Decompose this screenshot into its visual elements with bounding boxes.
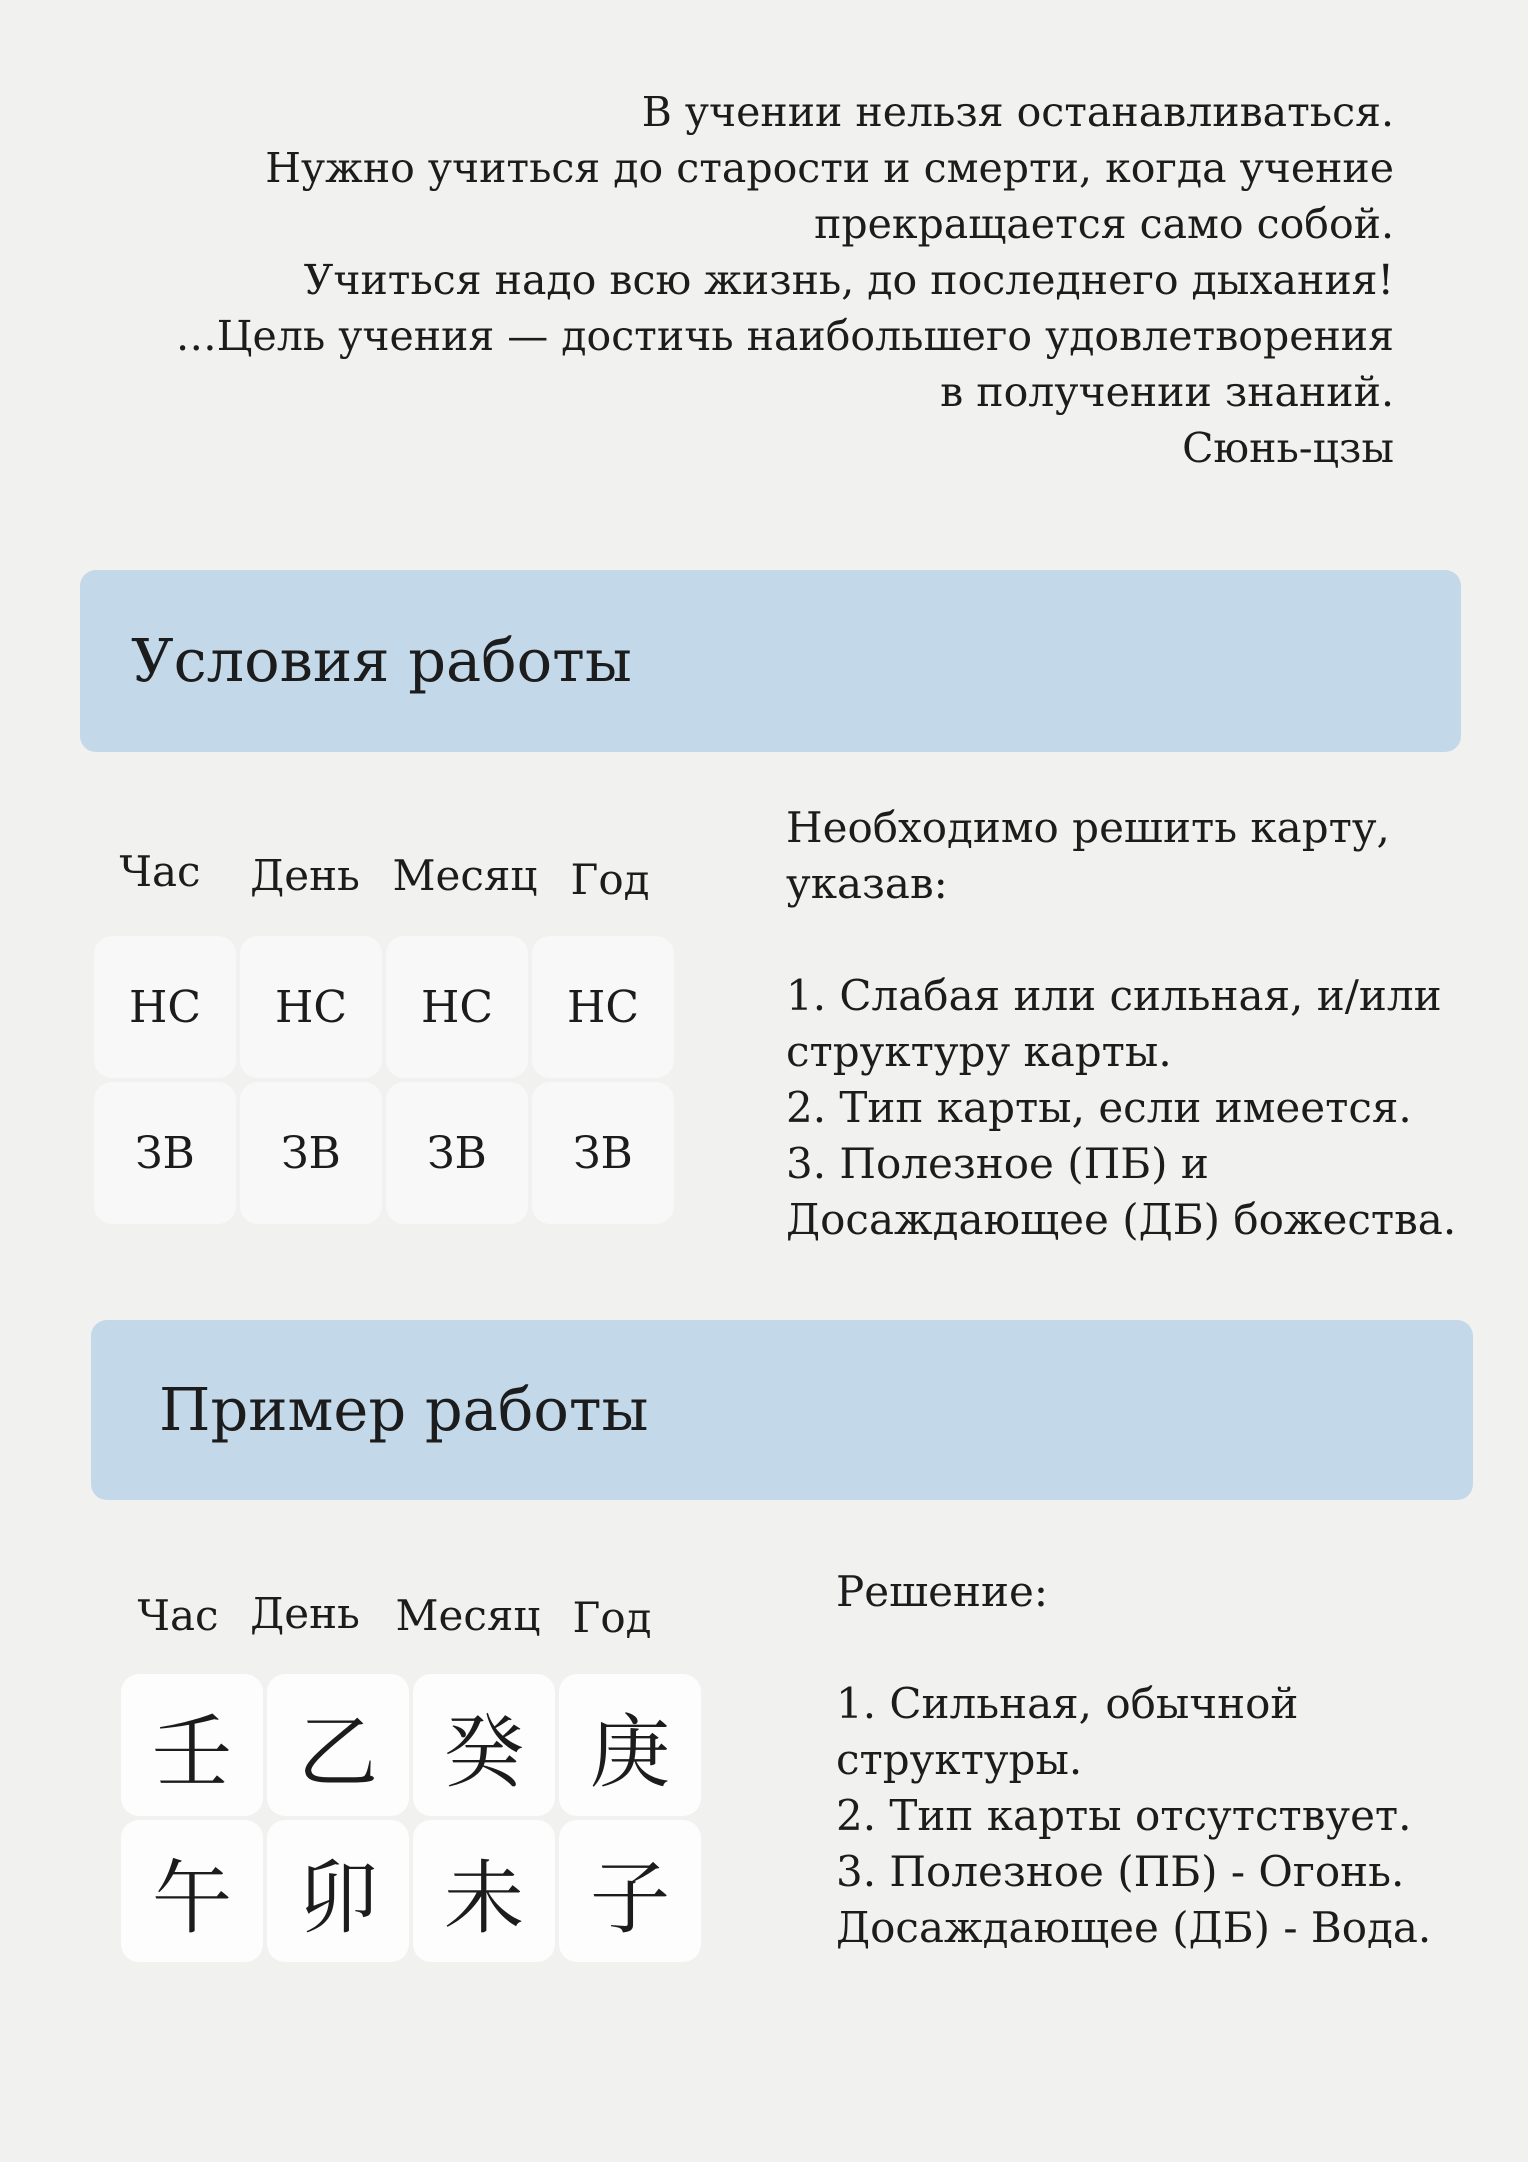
branch-cell-day: 卯	[267, 1820, 409, 1962]
column-header-day: День	[250, 851, 360, 900]
task-line: 2. Тип карты, если имеется.	[786, 1083, 1412, 1132]
example-title: Пример работы	[159, 1375, 649, 1444]
stem-cell-year: 庚	[559, 1674, 701, 1816]
branch-cell-month: ЗВ	[386, 1082, 528, 1224]
task-line: структуру карты.	[786, 1027, 1172, 1076]
stem-cell-year: НС	[532, 936, 674, 1078]
conditions-title: Условия работы	[131, 626, 632, 695]
column-header-month: Месяц	[392, 851, 538, 900]
task-line: Досаждающее (ДБ) божества.	[786, 1195, 1457, 1244]
task-line: указав:	[786, 859, 948, 908]
solution-line: структуры.	[836, 1735, 1083, 1784]
stem-cell-month: 癸	[413, 1674, 555, 1816]
quote-line: в получении знаний.	[940, 368, 1394, 416]
quote-author: Сюнь-цзы	[1182, 424, 1394, 472]
solution-line	[836, 1620, 1431, 1676]
branch-cell-hour: ЗВ	[94, 1082, 236, 1224]
stem-cell-day: НС	[240, 936, 382, 1078]
solution-description	[836, 1564, 1431, 1956]
column-header-year: Год	[570, 855, 650, 904]
task-line: Необходимо решить карту,	[786, 803, 1390, 852]
column-header-year: Год	[572, 1593, 652, 1642]
epigraph-quote	[94, 84, 1394, 476]
branch-cell-hour: 午	[121, 1820, 263, 1962]
task-line	[786, 912, 1456, 968]
branch-cell-year: 子	[559, 1820, 701, 1962]
column-header-month: Месяц	[395, 1591, 541, 1640]
stem-cell-day: 乙	[267, 1674, 409, 1816]
stem-cell-month: НС	[386, 936, 528, 1078]
branch-cell-year: ЗВ	[532, 1082, 674, 1224]
stem-cell-hour: 壬	[121, 1674, 263, 1816]
quote-line: прекращается само собой.	[814, 200, 1394, 248]
solution-line: 1. Сильная, обычной	[836, 1679, 1299, 1728]
column-header-day: День	[250, 1589, 360, 1638]
task-description	[786, 800, 1456, 1248]
solution-line: Решение:	[836, 1567, 1049, 1616]
quote-line: …Цель учения — достичь наибольшего удовлетворения	[175, 312, 1394, 360]
quote-line: В учении нельзя останавливаться.	[641, 88, 1394, 136]
quote-line: Нужно учиться до старости и смерти, когда учение	[265, 144, 1394, 192]
solution-line: 3. Полезное (ПБ) - Огонь.	[836, 1847, 1405, 1896]
solution-line: Досаждающее (ДБ) - Вода.	[836, 1903, 1432, 1952]
example-banner	[91, 1320, 1473, 1500]
column-header-hour: Час	[137, 1591, 219, 1640]
column-header-hour: Час	[119, 847, 201, 896]
branch-cell-month: 未	[413, 1820, 555, 1962]
quote-line: Учиться надо всю жизнь, до последнего дыхания!	[303, 256, 1394, 304]
stem-cell-hour: НС	[94, 936, 236, 1078]
branch-cell-day: ЗВ	[240, 1082, 382, 1224]
task-line: 1. Слабая или сильная, и/или	[786, 971, 1442, 1020]
solution-line: 2. Тип карты отсутствует.	[836, 1791, 1412, 1840]
task-line: 3. Полезное (ПБ) и	[786, 1139, 1209, 1188]
conditions-banner	[80, 570, 1461, 752]
